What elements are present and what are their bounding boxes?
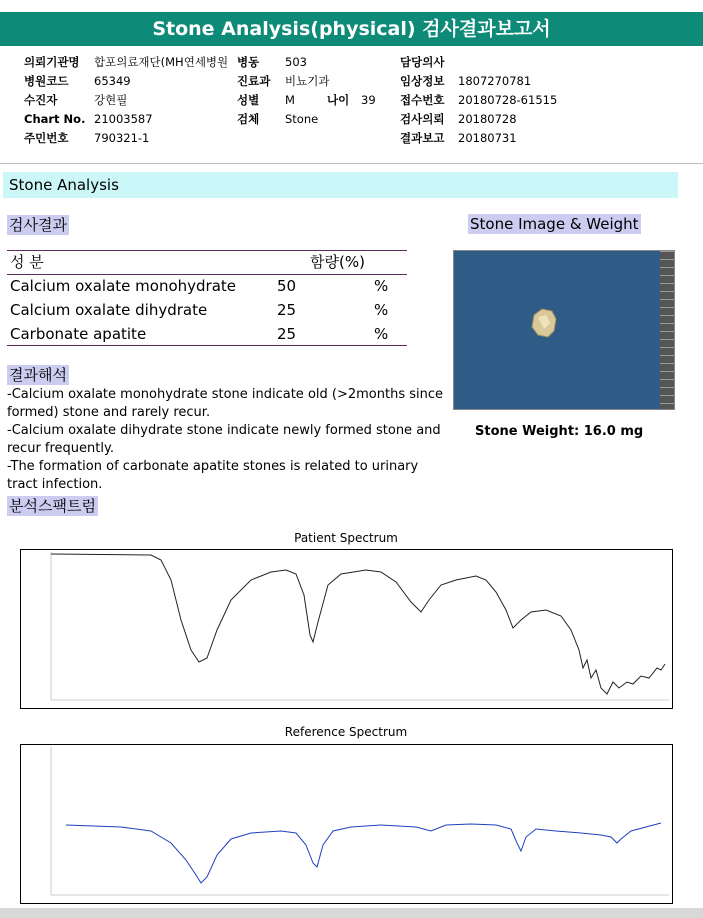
table-row [7,298,407,322]
label-doctor: 담당의사 [400,55,445,69]
value-sex: M [285,93,295,107]
stone-photo [453,250,675,410]
image-heading: Stone Image & Weight [470,215,639,233]
component-unit: % [374,277,389,295]
results-heading: 검사결과 [9,216,67,234]
interpretation-line: -The formation of carbonate apatite stones is related to urinary tract infection. [7,459,419,492]
value-report-date: 20180731 [458,131,517,145]
label-ward: 병동 [237,55,260,69]
reference-spectrum-chart [20,744,673,904]
component-value: 50 [277,277,297,295]
spectrum-heading: 분석스팩트럼 [9,497,96,515]
component-unit: % [374,325,389,343]
label-resident-no: 주민번호 [24,131,69,145]
label-institution: 의뢰기관명 [24,55,80,69]
value-specimen: Stone [285,112,319,126]
label-hospital-code: 병원코드 [24,74,69,88]
header-content: 함량(%) [310,253,365,271]
table-row [7,274,407,298]
value-request-date: 20180728 [458,112,517,126]
interpretation-line: -Calcium oxalate monohydrate stone indicate old (>2months since formed) stone and rarely recur. [7,387,443,420]
label-clinical-info: 임상정보 [400,74,445,88]
interpretation-heading: 결과해석 [9,366,67,384]
value-institution: 합포의료재단(MH연세병원 [94,55,229,69]
value-chart-no: 21003587 [94,112,153,126]
header-divider [0,163,703,164]
patient-spectrum-title: Patient Spectrum [294,531,398,545]
table-row [7,322,407,346]
value-hospital-code: 65349 [94,74,131,88]
label-patient: 수진자 [24,93,58,107]
value-resident-no: 790321-1 [94,131,150,145]
label-sex: 성별 [237,93,260,107]
component-unit: % [374,301,389,319]
stone-weight: Stone Weight: 16.0 mg [475,424,644,439]
info-col-3 [400,53,557,148]
component-value: 25 [277,301,297,319]
label-department: 진료과 [237,74,271,88]
value-clinical-info: 1807270781 [458,74,532,88]
report-title: Stone Analysis(physical) 검사결과보고서 [0,12,703,46]
reference-spectrum-plot [21,745,672,903]
table-header-border [7,274,407,275]
stone-shape [454,251,660,409]
header-component: 성 분 [10,253,44,271]
reference-spectrum-title: Reference Spectrum [284,725,408,739]
section-title: Stone Analysis [3,172,678,198]
value-age: 39 [361,93,376,107]
value-department: 비뇨기과 [285,74,330,88]
patient-spectrum-plot [21,550,672,708]
component-name: Calcium oxalate dihydrate [10,301,208,319]
component-name: Calcium oxalate monohydrate [10,277,237,295]
scale-ruler [660,251,674,409]
interpretation-line: -Calcium oxalate dihydrate stone indicate newly formed stone and recur frequently. [7,423,441,456]
label-receipt-no: 접수번호 [400,93,445,107]
value-receipt-no: 20180728-61515 [458,93,558,107]
value-patient: 강현필 [94,93,128,107]
interpretation-text [7,386,447,494]
label-report-date: 결과보고 [400,131,445,145]
label-request-date: 검사의뢰 [400,112,445,126]
table-bottom-border [7,345,407,346]
info-col-1 [24,53,228,148]
component-name: Carbonate apatite [10,325,147,343]
component-value: 25 [277,325,297,343]
label-chart-no: Chart No. [24,112,86,126]
value-ward: 503 [285,55,307,69]
composition-table [7,250,407,346]
info-col-2 [237,53,376,129]
table-header-row [7,250,407,274]
bottom-strip [0,908,703,918]
label-age: 나이 [327,93,350,107]
label-specimen: 검체 [237,112,260,126]
patient-spectrum-chart [20,549,673,709]
